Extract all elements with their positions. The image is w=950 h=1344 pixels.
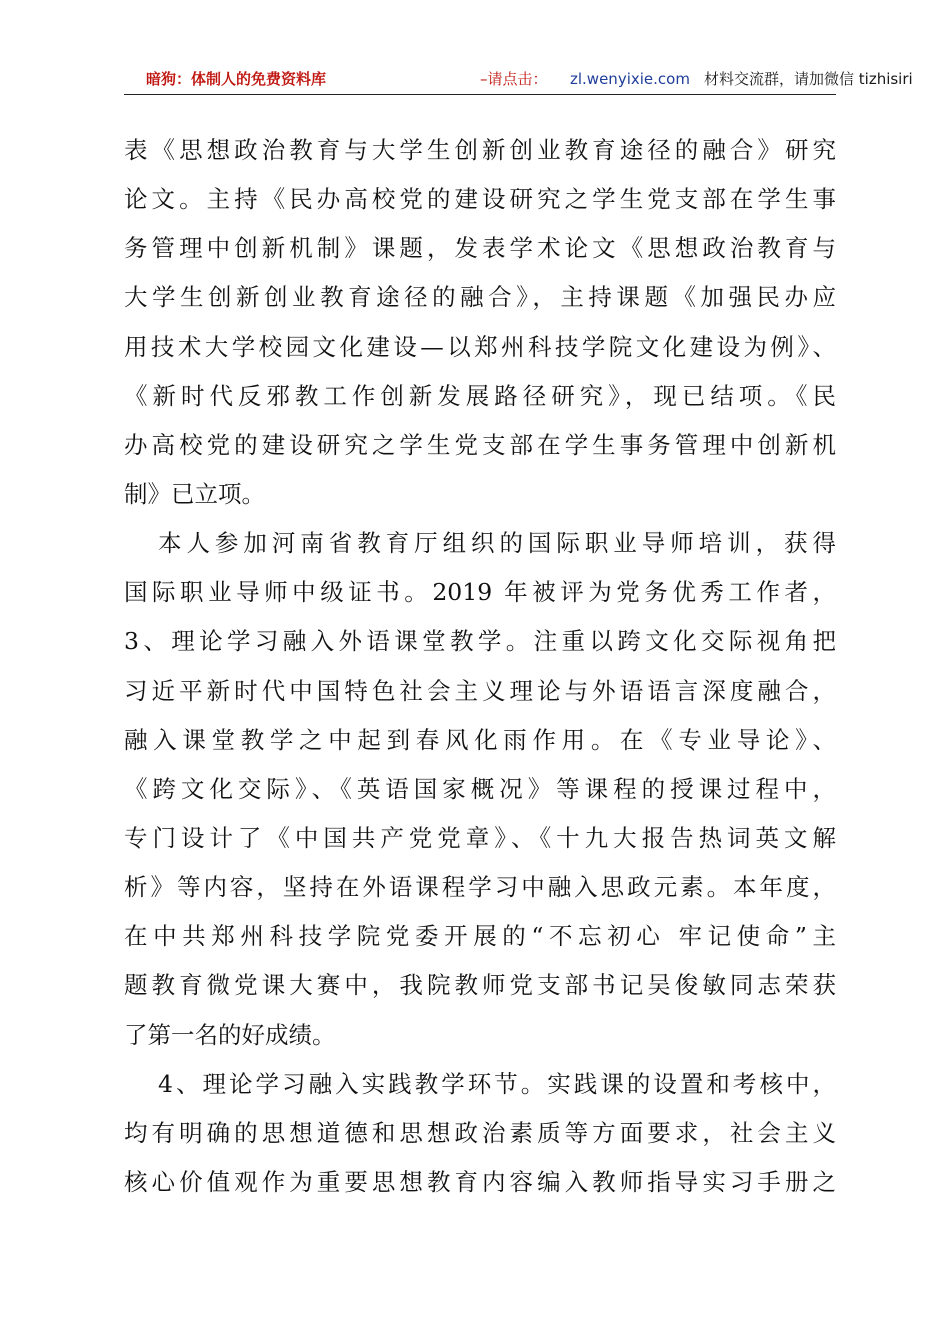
text-line: 析》等内容，坚持在外语课程学习中融入思政元素。本年度， (124, 873, 836, 902)
text-line: 表《思想政治教育与大学生创新创业教育途径的融合》研究 (124, 136, 836, 164)
text-line: 务管理中创新机制》课题，发表学术论文《思想政治教育与 (124, 234, 836, 263)
header-brand: 暗狗：体制人的免费资料库 (146, 70, 327, 88)
header-prompt: –请点击： (480, 70, 548, 88)
text-line: 办高校党的建设研究之学生党支部在学生事务管理中创新机 (124, 430, 836, 459)
text-line: 大学生创新创业教育途径的融合》，主持课题《加强民办应 (124, 283, 836, 312)
text-line: 题教育微党课大赛中，我院教师党支部书记吴俊敏同志荣获 (124, 971, 836, 1000)
header-url-link[interactable]: zl.wenyixie.com (570, 70, 690, 88)
text-line: 均有明确的思想道德和思想政治素质等方面要求，社会主义 (124, 1118, 836, 1147)
text-line: 习近平新时代中国特色社会主义理论与外语语言深度融合， (124, 676, 836, 705)
text-line: 国际职业导师中级证书。2019 年被评为党务优秀工作者， (124, 578, 836, 607)
text-line: 在中共郑州科技学院党委开展的“不忘初心 牢记使命”主 (124, 922, 836, 951)
text-line: 用技术大学校园文化建设—以郑州科技学院文化建设为例》、 (124, 332, 836, 361)
text-line: 论文。主持《民办高校党的建设研究之学生党支部在学生事 (124, 185, 836, 214)
text-line: 融入课堂教学之中起到春风化雨作用。在《专业导论》、 (124, 725, 836, 754)
document-body (124, 130, 836, 1211)
text-line: 核心价值观作为重要思想教育内容编入教师指导实习手册之 (124, 1167, 836, 1196)
text-line: 《跨文化交际》、《英语国家概况》等课程的授课过程中， (124, 774, 836, 803)
text-line: 专门设计了《中国共产党党章》、《十九大报告热词英文解 (124, 823, 836, 852)
page-header (124, 66, 913, 95)
text-line: 4、理论学习融入实践教学环节。实践课的设置和考核中， (158, 1069, 836, 1098)
text-line: 《新时代反邪教工作创新发展路径研究》，现已结项。《民 (124, 381, 836, 410)
text-line: 3、理论学习融入外语课堂教学。注重以跨文化交际视角把 (124, 627, 836, 656)
text-line: 制》已立项。 (124, 479, 265, 508)
text-line: 了第一名的好成绩。 (124, 1020, 336, 1049)
text-line: 本人参加河南省教育厅组织的国际职业导师培训，获得 (158, 529, 836, 558)
header-contact: 材料交流群，请加微信 tizhisiri (704, 70, 913, 88)
